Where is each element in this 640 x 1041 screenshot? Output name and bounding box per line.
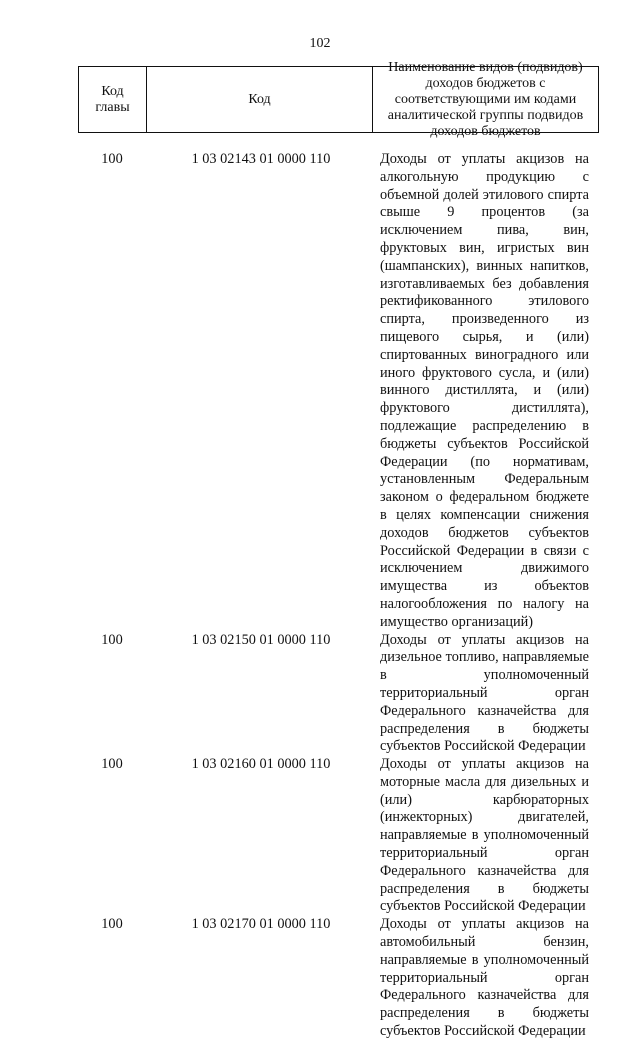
table-row — [78, 632, 599, 757]
chapter-code-cell: 100 — [101, 151, 123, 167]
chapter-code-cell: 100 — [101, 631, 123, 648]
name-cell: Доходы от уплаты акцизов на автомобильный бензин, направляемые в уполномоченный территориальный орган Федерального казначейства для распределения в бюджеты субъектов Российской Федерации — [380, 916, 589, 1040]
table-body — [78, 151, 599, 1041]
code-cell: 1 03 02150 01 0000 110 — [191, 631, 331, 648]
code-cell: 1 03 02170 01 0000 110 — [191, 916, 331, 933]
header-code: Код — [147, 67, 373, 132]
header-name: Наименование видов (подвидов) доходов бюджетов с соответствующими им кодами аналитической группы подвидов доходов бюджетов — [387, 59, 584, 139]
header-chapter-code: Код главы — [79, 67, 147, 132]
code-cell: 1 03 02160 01 0000 110 — [191, 756, 331, 773]
chapter-code-cell: 100 — [101, 756, 123, 773]
name-cell: Доходы от уплаты акцизов на моторные масла для дизельных и (или) карбюраторных (инжекторных) двигателей, направляемые в уполномоченный территориальный орган Федерального казначейства для распределения в бюджеты субъектов Российской Федерации — [380, 756, 589, 915]
page-number: 102 — [309, 36, 331, 51]
name-cell: Доходы от уплаты акцизов на алкогольную продукцию с объемной долей этилового спирта свыше 9 процентов (за исключением пива, вин, фруктовых вин, игристых вин (шампанских), винных напитков, изготавливаемых без добавления ректификованного этилового спирта, произведенного из пищевого сырья, и (или) спиртованных виноградного или иного фруктового сусла, и (или) винного дистиллята, и (или) фруктового дистиллята), подлежащие распределению в бюджеты субъектов Российской Федерации (по нормативам, установленным Федеральным законом о федеральном бюджете в целях компенсации снижения доходов бюджетов субъектов Российской Федерации в связи с исключением движимого имущества из объектов налогообложения по налогу на имущество организаций) — [380, 151, 589, 630]
chapter-code-cell: 100 — [101, 916, 123, 933]
name-cell: Доходы от уплаты акцизов на дизельное топливо, направляемые в уполномоченный территориальный орган Федерального казначейства для распределения в бюджеты субъектов Российской Федерации — [380, 631, 589, 755]
table-row — [78, 756, 599, 916]
table-header — [78, 59, 599, 139]
code-cell: 1 03 02143 01 0000 110 — [191, 151, 331, 167]
table-row — [78, 916, 599, 1041]
table-row — [78, 151, 599, 632]
